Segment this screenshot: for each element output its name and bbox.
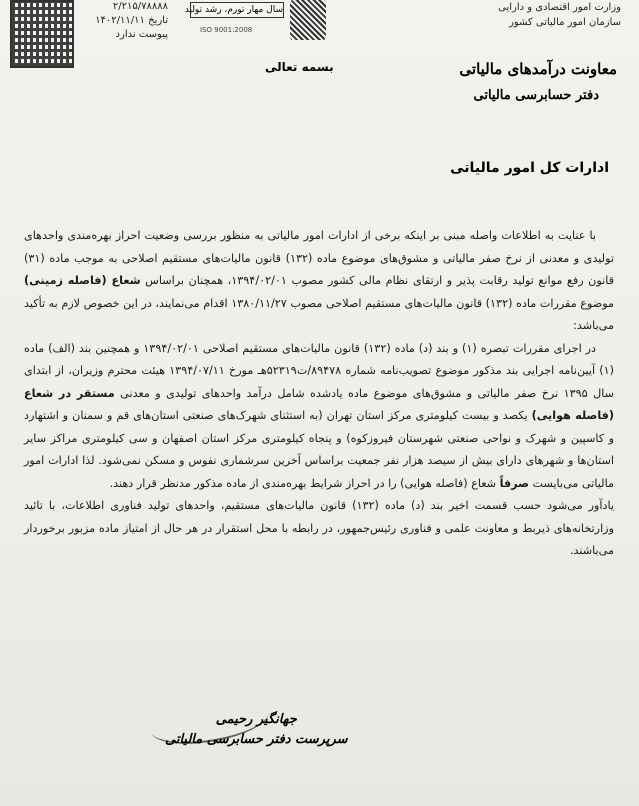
letter-number: ۲/۲۱۵/۷۸۸۸۸ (112, 1, 168, 12)
emphasis-only: صرفاً (499, 476, 529, 490)
organization-header (421, 0, 621, 30)
letter-meta (78, 0, 168, 42)
year-slogan: سال مهار تورم، رشد تولید (190, 2, 284, 18)
paragraph-3: یادآور می‌شود حسب قسمت اخیر بند (د) ماده (۱۳۲) قانون مالیات‌های مستقیم، واحدهای تولید فناوری اطلاعات، با تائید وزارتخانه‌های ذیربط و معاونت علمی و فناوری رئیس‌جمهور، در رابطه با محل استقرار در هر حال از امتیاز ماده مزبور برخوردار می‌باشند. (24, 499, 614, 557)
emblem-icon (290, 0, 326, 40)
date-label: تاریخ (148, 15, 168, 26)
emphasis-ground-distance: شعاع (فاصله زمینی) (24, 274, 141, 287)
recipient: ادارات کل امور مالیاتی (450, 160, 609, 176)
signature-block (165, 712, 348, 752)
letter-date: ۱۴۰۲/۱۱/۱۱ (95, 15, 145, 26)
emphasis-air-distance: مستقر در شعاع (فاصله هوایی) (24, 386, 614, 422)
letter-body (24, 225, 614, 563)
paragraph-1: با عنایت به اطلاعات واصله مبنی بر اینکه برخی از ادارات امور مالیاتی به منظور بررسی وضعیت احراز بهره‌مندی واحدهای تولیدی و معدنی از نرخ صفر مالیاتی و مشوق‌های موضوع ماده (۱۳۲) قانون مالیات‌های مستقیم اصلاحی به موجب ماده (۳۱) قانون رفع موانع تولید رقابت پذیر و ارتقای نظام مالی کشور مصوب ۱۳۹۴/۰۲/۰۱، همچنان براساس شعاع (فاصله زمینی) موضوع مقررات ماده (۱۳۲) قانون مالیات‌های مستقیم اصلاحی مصوب ۱۳۸۰/۱۱/۲۷ اقدام می‌نمایند، در این خصوص لازم به تأکید می‌باشد: (24, 229, 614, 332)
letter-date-row (78, 14, 168, 28)
signer-title: سرپرست دفتر حسابرسی مالیاتی (165, 732, 348, 747)
sender-deputy: معاونت درآمدهای مالیاتی (459, 60, 617, 78)
iso-certification: ISO 9001:2008 (200, 26, 253, 34)
organization-name: سازمان امور مالیاتی کشور (509, 17, 621, 28)
attachment-row (78, 28, 168, 42)
qr-code-icon (10, 0, 74, 68)
paragraph-2: در اجرای مقررات تبصره (۱) و بند (د) ماده (۱۳۲) قانون مالیات‌های مستقیم اصلاحی ۱۳۹۴/۰۲/۰۱ و همچنین بند (الف) ماده (۱) آیین‌نامه اجرایی بند مذکور موضوع تصویب‌نامه شماره ۸۹۴۷۸/ت۵۲۳۱۹هـ مورخ ۱۳۹۴/۰۷/۱۱ هیئت محترم وزیران، از ابتدای سال ۱۳۹۵ نرخ صفر مالیاتی و مشوق‌های موضوع ماده یادشده شامل درآمد واحدهای تولیدی و معدنی مستقر در شعاع (فاصله هوایی) یکصد و بیست کیلومتری مرکز استان تهران (به استثنای شهرک‌های صنعتی استان‌های قم و سمنان و اشتهارد و کاسپین و شهرک و نواحی صنعتی شهرستان فیروزکوه) و پنجاه کیلومتری مرکز استان اصفهان و سی کیلومتری مراکز سایر استان‌ها و شهرهای دارای بیش از سیصد هزار نفر جمعیت براساس آخرین سرشماری نفوس و مسکن نمی‌شود. لذا ادارات امور مالیاتی می‌بایست صرفاً شعاع (فاصله هوایی) را در احراز شرایط بهره‌مندی از ماده مذکور مدنظر قرار دهند. (24, 341, 615, 490)
sender-office: دفتر حسابرسی مالیاتی (473, 88, 599, 103)
ministry-name: وزارت امور اقتصادی و دارایی (498, 2, 621, 13)
attachment-value: ندارد (115, 29, 136, 40)
basmala: بسمه تعالی (265, 60, 334, 74)
attachment-label: پیوست (138, 29, 168, 40)
signer-name: جهانگیر رحیمی (215, 712, 297, 727)
